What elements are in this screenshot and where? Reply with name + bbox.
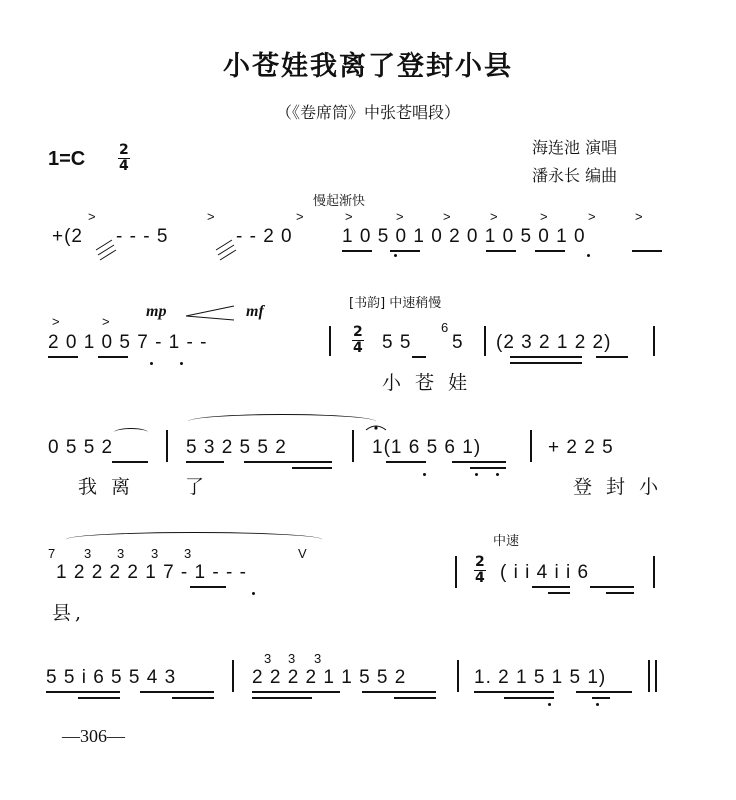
- line4-notes-a: 1 2 2 2 2 1 7 - 1 - - -: [56, 562, 247, 583]
- time-sig-numerator: 2: [353, 324, 363, 340]
- line2-notes-c: (2 3 2 1 2 2): [496, 332, 612, 353]
- time-sig-numerator: 2: [119, 142, 129, 158]
- accent-mark: >: [588, 209, 596, 224]
- line2-notes-a: 2 0 1 0 5 7 - 1 - -: [48, 332, 208, 353]
- accent-mark: >: [345, 209, 353, 224]
- time-sig-denominator: 4: [475, 570, 485, 586]
- line1-notes-prefix: +(2: [52, 226, 83, 247]
- line3-notes-c: 1(1 6 5 6 1): [372, 437, 482, 458]
- line3-lyric-c: 登 封 小: [573, 476, 663, 498]
- grace-note: 3: [84, 546, 92, 561]
- dynamic-mp: mp: [146, 303, 167, 320]
- key-signature: 1=C: [48, 148, 86, 170]
- line5-notes-b: 2 2 2 2 1 1 5 5 2: [252, 667, 407, 688]
- line1-notes-a: - - - 5: [116, 226, 169, 247]
- singer-credit: 海连池 演唱: [532, 138, 618, 157]
- accent-mark: >: [52, 314, 60, 329]
- line3-lyric-b: 了: [185, 476, 209, 498]
- line4-notes-b: ( i i 4 i i 6: [500, 562, 590, 583]
- grace-note: 3: [151, 546, 159, 561]
- line2-notes-b: 5 5: [382, 332, 412, 353]
- line3-notes-b: 5 3 2 5 5 2: [186, 437, 287, 458]
- dynamic-mf: mf: [246, 303, 264, 320]
- grace-note: 7: [48, 546, 56, 561]
- tempo-marking-2: 中速: [493, 534, 520, 549]
- grace-note: 3: [264, 651, 272, 666]
- grace-note: 3: [184, 546, 192, 561]
- section-marking: [书韵] 中速稍慢: [349, 296, 442, 311]
- line4-lyric: 县,: [52, 602, 86, 624]
- accent-mark: >: [490, 209, 498, 224]
- accent-mark: >: [443, 209, 451, 224]
- breath-mark: V: [298, 546, 307, 561]
- line2-notes-b2: 5: [452, 332, 464, 353]
- accent-mark: >: [88, 209, 96, 224]
- line1-notes-b: - - 2 0: [236, 226, 293, 247]
- composer-credit: 潘永长 编曲: [532, 166, 618, 185]
- tempo-marking-1: 慢起渐快: [313, 194, 366, 209]
- accent-mark: >: [635, 209, 643, 224]
- grace-note: 3: [288, 651, 296, 666]
- song-title: 小苍娃我离了登封小县: [223, 51, 513, 82]
- line3-lyric-a: 我 离: [78, 476, 135, 498]
- line5-notes-c: 1. 2 1 5 1 5 1): [474, 667, 607, 688]
- accent-mark: >: [102, 314, 110, 329]
- line3-notes-d: + 2 2 5: [548, 437, 614, 458]
- grace-note: 6: [441, 320, 449, 335]
- accent-mark: >: [207, 209, 215, 224]
- line3-notes-a: 0 5 5 2: [48, 437, 114, 458]
- grace-note: 3: [314, 651, 322, 666]
- grace-note: 3: [117, 546, 125, 561]
- page-number: —306—: [62, 726, 125, 746]
- song-subtitle: （《卷席筒》中张苍唱段）: [275, 103, 460, 122]
- time-sig-numerator: 2: [475, 554, 485, 570]
- accent-mark: >: [540, 209, 548, 224]
- time-sig-denominator: 4: [353, 340, 363, 356]
- line5-notes-a: 5 5 i 6 5 5 4 3: [46, 667, 177, 688]
- line2-lyric: 小 苍 娃: [382, 372, 472, 394]
- accent-mark: >: [296, 209, 304, 224]
- line1-notes-c: 1 0 5 0 1 0 2 0 1 0 5 0 1 0: [342, 226, 586, 247]
- accent-mark: >: [396, 209, 404, 224]
- time-sig-denominator: 4: [119, 158, 129, 174]
